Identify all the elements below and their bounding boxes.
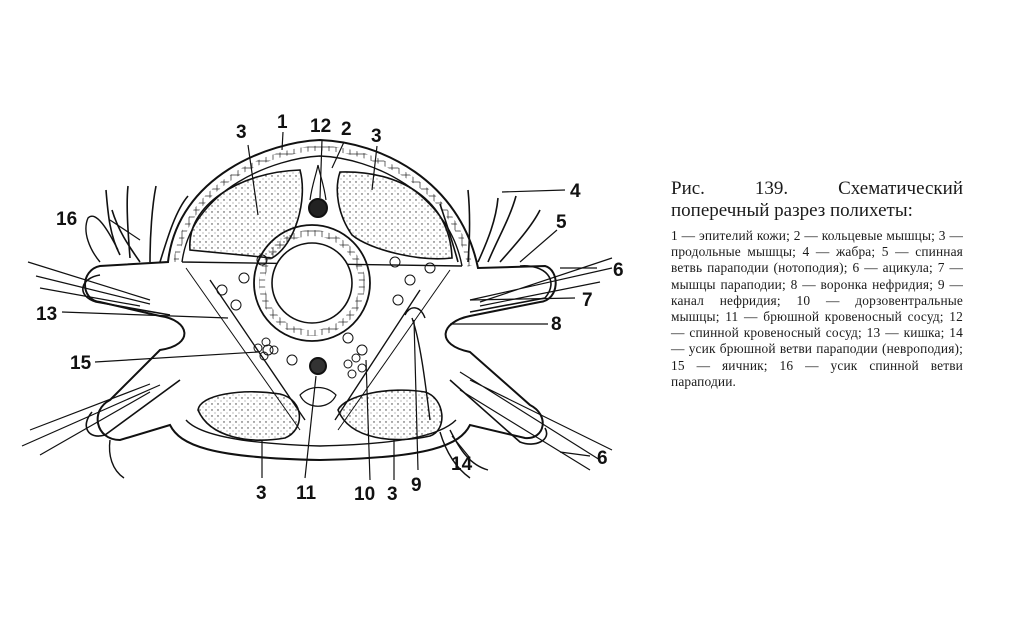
dorsal-vessel xyxy=(309,199,327,217)
left-acicula-lower xyxy=(22,384,160,455)
figure-caption xyxy=(671,178,963,390)
label-3-ventral-left: 3 xyxy=(256,483,267,504)
caption-title: Рис. 139. Схематический поперечный разрез полихеты: xyxy=(671,178,963,221)
dorsal-muscle-right xyxy=(337,172,452,259)
label-16: 16 xyxy=(56,209,78,230)
gut-lumen xyxy=(272,243,352,323)
label-13: 13 xyxy=(36,304,58,325)
label-3-dorsal-right: 3 xyxy=(371,126,382,147)
ventral-muscle-right xyxy=(338,390,442,439)
label-8: 8 xyxy=(551,314,562,335)
ventral-muscle-left xyxy=(198,392,299,440)
label-14: 14 xyxy=(451,454,473,475)
label-6-lower: 6 xyxy=(597,448,608,469)
label-5: 5 xyxy=(556,212,567,233)
ovary-cluster xyxy=(254,338,366,378)
label-2: 2 xyxy=(341,119,352,140)
ventral-vessel xyxy=(310,358,326,374)
label-9: 9 xyxy=(411,475,422,496)
label-3-ventral-right: 3 xyxy=(387,484,398,505)
caption-legend: 1 — эпителий кожи; 2 — кольцевые мышцы; 3 — продольные мышцы; 4 — жабра; 5 — спинная ветвь параподии (нотоподия); 6 — ацикула; 7 — мышцы параподии; 8 — воронка нефридия; 9 — канал нефридия; 10 — дорзовентральные мышцы; 11 — брюшной кровеносный сосуд; 12 — спинной кровеносный сосуд; 13 — кишка; 14 — усик брюшной ветви параподии (невроподия); 15 — яичник; 16 — усик спинной ветви параподии. xyxy=(671,228,963,389)
label-15: 15 xyxy=(70,353,92,374)
label-1: 1 xyxy=(277,112,288,133)
label-7: 7 xyxy=(582,290,593,311)
label-11: 11 xyxy=(296,483,317,504)
dorsal-muscle-left xyxy=(190,170,303,258)
label-10: 10 xyxy=(354,484,376,505)
label-12: 12 xyxy=(310,116,332,137)
label-6-upper: 6 xyxy=(613,260,624,281)
label-3-dorsal-left: 3 xyxy=(236,122,247,143)
label-4: 4 xyxy=(570,181,581,202)
